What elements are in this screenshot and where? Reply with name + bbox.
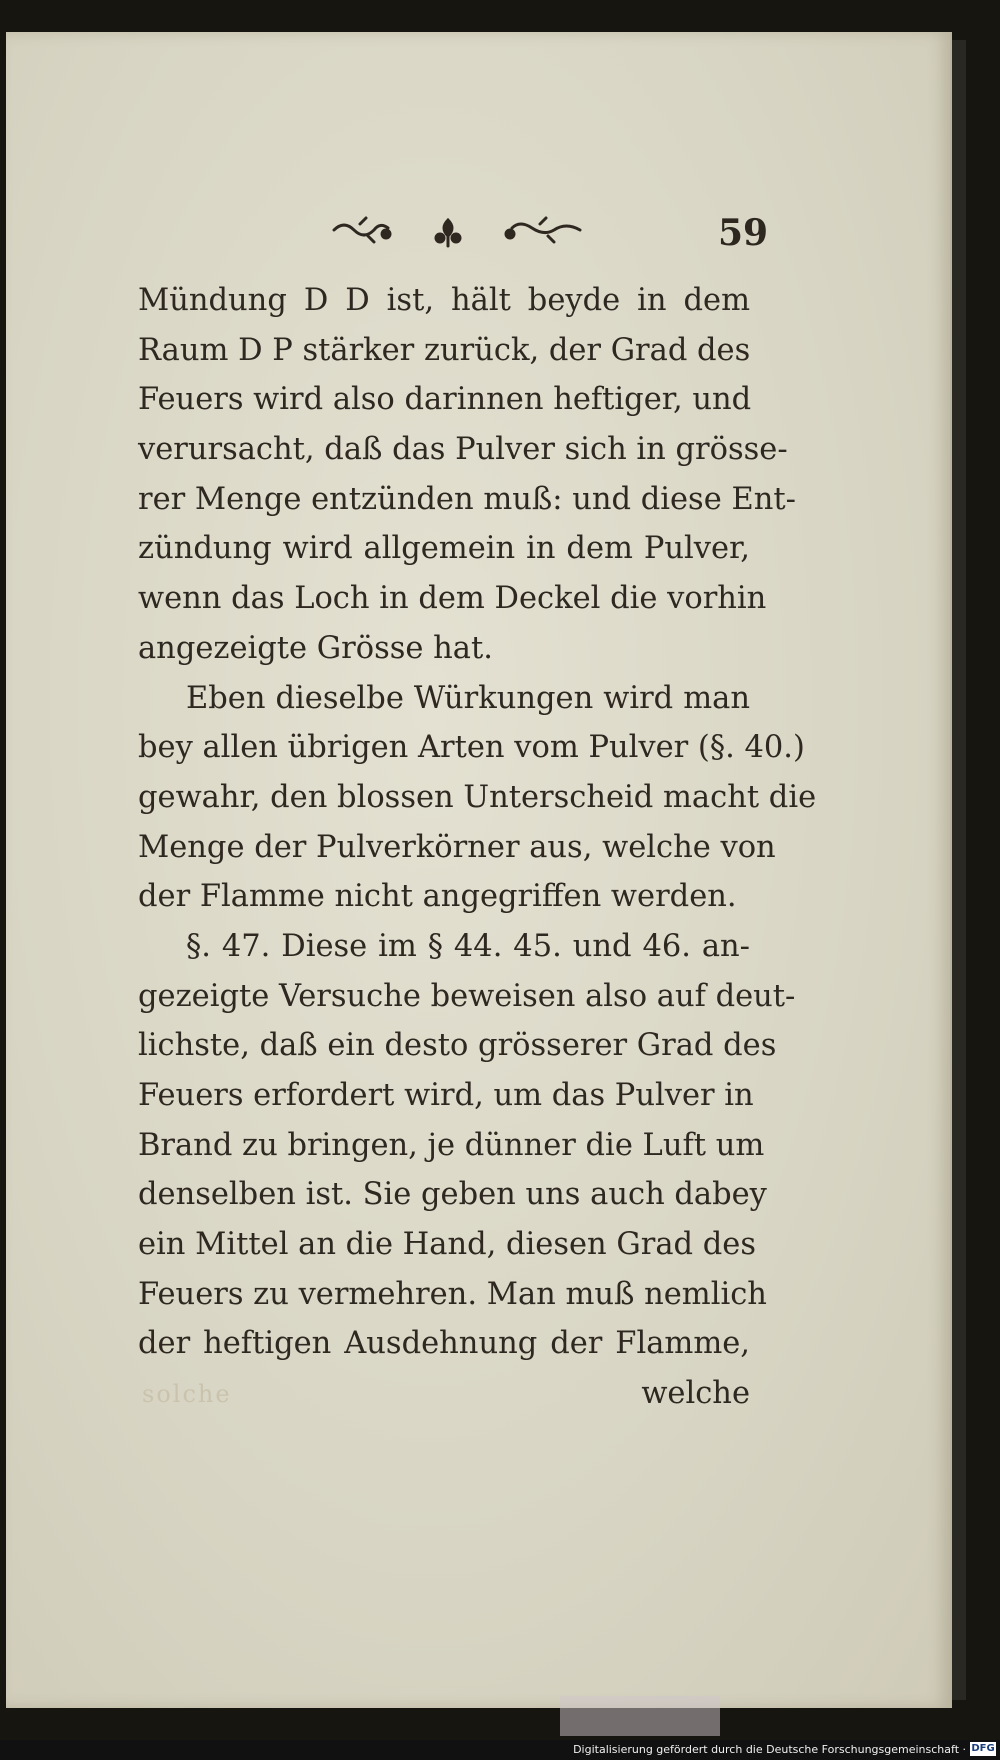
body-text xyxy=(138,276,817,1419)
dfg-logo: DFG xyxy=(971,1743,995,1754)
text-line: gezeigte Versuche beweisen also auf deut- xyxy=(138,978,796,1014)
text-line: Feuers erfordert wird, um das Pulver in xyxy=(138,1078,754,1113)
text-line: der heftigen Ausdehnung der Flamme, xyxy=(138,1326,750,1362)
text-line: verursacht, daß das Pulver sich in grösse- xyxy=(138,432,788,468)
text-line: angezeigte Grösse hat. xyxy=(138,630,493,666)
text-line: lichste, daß ein desto grösserer Grad des xyxy=(138,1028,777,1064)
catchword: welche xyxy=(641,1376,750,1412)
text-line: Raum D P stärker zurück, der Grad des xyxy=(138,332,751,368)
text-line: bey allen übrigen Arten vom Pulver (§. 40.) xyxy=(138,730,805,766)
text-line: rer Menge entzünden muß: und diese Ent- xyxy=(138,481,796,517)
digitization-credit: Digitalisierung gefördert durch die Deutsche Forschungsgemeinschaft · xyxy=(573,1743,966,1756)
fleuron-ornament-icon xyxy=(330,210,590,250)
text-line: gewahr, den blossen Unterscheid macht die xyxy=(138,779,817,815)
text-line: Menge der Pulverkörner aus, welche von xyxy=(138,829,776,865)
text-line: Brand zu bringen, je dünner die Luft um xyxy=(138,1127,765,1163)
text-line: Feuers wird also darinnen heftiger, und xyxy=(138,382,752,418)
text-line: denselben ist. Sie geben uns auch dabey xyxy=(138,1177,767,1213)
text-line: der Flamme nicht angegriffen werden. xyxy=(138,879,737,915)
text-line: zündung wird allgemein in dem Pulver, xyxy=(138,531,750,567)
text-line: wenn das Loch in dem Deckel die vorhin xyxy=(138,581,767,617)
page-number: 59 xyxy=(718,212,769,254)
text-line: Mündung D D ist, hält beyde in dem xyxy=(138,283,750,318)
section-start-line: §. 47. Diese im § 44. 45. und 46. an- xyxy=(186,928,750,964)
text-line: ein Mittel an die Hand, diesen Grad des xyxy=(138,1227,756,1263)
paragraph-start-line: Eben dieselbe Würkungen wird man xyxy=(186,680,750,716)
text-line: Feuers zu vermehren. Man muß nemlich xyxy=(138,1276,767,1312)
page-shadow xyxy=(560,1696,720,1736)
show-through-text: solche xyxy=(142,1380,232,1408)
